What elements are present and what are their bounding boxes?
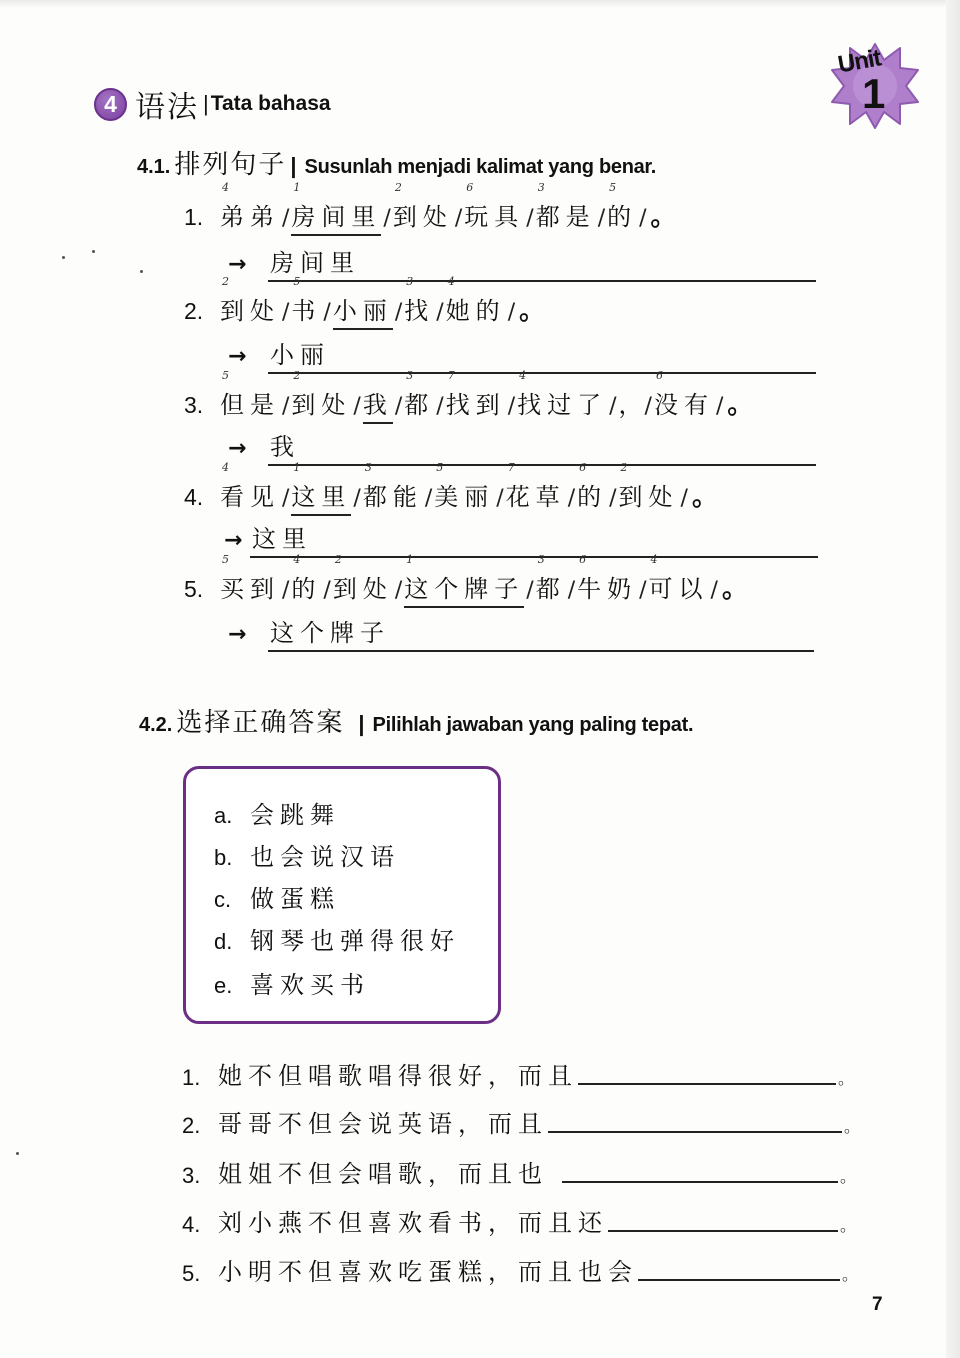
handwritten-order-mark: 4: [447, 275, 455, 288]
handwritten-order-mark: 3: [537, 181, 545, 194]
word-segment-underlined: 1 这个牌子: [404, 569, 524, 608]
arrow-right-icon: →: [228, 436, 247, 461]
sentence-end: 。: [519, 296, 546, 326]
scan-speck: [92, 250, 95, 253]
word-segment: 2 到处: [220, 275, 280, 325]
word-segment: 3 都能: [362, 461, 423, 511]
sentence-end: 。: [838, 1069, 855, 1088]
handwritten-order-mark: 6: [466, 181, 474, 194]
slash-separator: /: [282, 206, 290, 231]
word-segment: 3 都: [404, 369, 435, 419]
answer-blank-1[interactable]: [578, 1057, 836, 1085]
sentence-end: 。: [844, 1117, 861, 1136]
exercise-1-heading: [137, 144, 656, 181]
choice-letter: a.: [214, 803, 233, 828]
handwritten-order-mark: 1: [293, 461, 301, 474]
choice-text: 喜欢买书: [250, 971, 370, 999]
handwritten-order-mark: 2: [620, 461, 628, 474]
choice-text: 做蛋糕: [250, 885, 340, 913]
word-segment: 6 的: [577, 461, 608, 511]
slash-separator: /: [597, 206, 606, 231]
arrow-right-icon: →: [228, 622, 247, 647]
exercise-2-number: 4.2.: [139, 714, 173, 736]
arrange-question-4: [184, 461, 718, 516]
answer-field-2[interactable]: 小丽: [268, 338, 816, 374]
slash-separator: /: [282, 394, 290, 419]
word-segment: 5 买到: [220, 553, 280, 603]
handwritten-order-mark: 4: [650, 553, 658, 566]
word-segment: 6 牛奶: [577, 553, 638, 603]
word-segment: 3 找: [404, 275, 435, 325]
slash-separator: /: [639, 578, 647, 603]
question-number: 5.: [182, 1261, 201, 1286]
choice-letter: d.: [214, 929, 233, 954]
slash-separator: /: [454, 206, 463, 231]
word-segment: 2 到处: [291, 369, 352, 419]
word-segment: 4 她的: [445, 275, 506, 325]
slash-separator: /: [436, 394, 444, 419]
answer-field-4[interactable]: 这里: [250, 522, 818, 558]
handwritten-order-mark: 1: [293, 181, 301, 194]
word-segment: 2 到处: [332, 553, 393, 603]
handwritten-order-mark: 6: [579, 553, 587, 566]
choice-letter: e.: [214, 973, 233, 998]
slash-separator: /: [507, 394, 516, 419]
word-segment-underlined: 我: [363, 385, 393, 424]
page-right-edge: [946, 0, 960, 1358]
handwritten-order-mark: 2: [222, 275, 229, 288]
handwritten-order-mark: 7: [447, 369, 455, 382]
choice-letter: b.: [214, 845, 233, 870]
answer-row-5: [228, 616, 814, 652]
answer-row-1: [228, 246, 816, 282]
slash-separator: /: [526, 578, 534, 603]
slash-separator: /: [715, 394, 724, 419]
word-segment: 5 书: [291, 275, 322, 325]
word-segment-underlined: 小丽: [333, 291, 393, 330]
choice-c: [214, 879, 340, 914]
question-number: 5.: [184, 576, 204, 602]
slash-separator: /: [644, 394, 652, 419]
slash-separator: /: [353, 486, 361, 511]
slash-separator: /: [282, 300, 290, 325]
page-top-edge: [0, 0, 960, 8]
question-number: 3.: [182, 1163, 201, 1188]
word-segment: 4 弟弟: [220, 181, 280, 231]
section-title-zh: 语法: [135, 90, 199, 125]
section-separator: |: [203, 91, 209, 116]
scan-speck: [140, 270, 143, 273]
handwritten-order-mark: 7: [507, 461, 515, 474]
handwritten-order-mark: 3: [406, 369, 414, 382]
choice-letter: c.: [214, 887, 232, 912]
handwritten-order-mark: 3: [406, 275, 414, 288]
slash-separator: /: [282, 578, 290, 603]
word-segment: 7 花草: [505, 461, 566, 511]
exercise-1-instruction: Susunlah menjadi kalimat yang benar.: [304, 156, 657, 178]
answer-blank-3[interactable]: [562, 1155, 838, 1183]
choice-text: 也会说汉语: [250, 843, 400, 871]
answer-row-3: [228, 430, 816, 466]
answer-blank-4[interactable]: [608, 1204, 838, 1232]
choice-text: 钢琴也弹得很好: [250, 927, 460, 955]
slash-separator: /: [323, 300, 331, 325]
word-segment: 6 玩具: [464, 181, 525, 231]
question-text: 哥哥不但会说英语，而且: [218, 1110, 548, 1138]
handwritten-order-mark: 6: [655, 369, 663, 382]
arrow-right-icon: →: [228, 252, 247, 277]
answer-field-3[interactable]: 我: [268, 430, 816, 466]
choice-d: [214, 921, 460, 956]
word-segment: 4 找过了: [517, 369, 608, 419]
answer-field-5[interactable]: 这个牌子: [268, 616, 814, 652]
sentence-end: 。: [691, 482, 718, 512]
handwritten-order-mark: 1: [406, 553, 414, 566]
arrange-question-2: [184, 275, 546, 330]
arrange-question-1: [184, 181, 677, 236]
sentence-end: 。: [721, 574, 748, 604]
sentence-end: 。: [650, 202, 677, 232]
arrow-right-icon: →: [224, 528, 243, 553]
word-segment: 2 到处: [618, 461, 679, 511]
choices-box: [183, 766, 501, 1024]
question-text: 她不但唱歌唱得很好，而且: [218, 1062, 578, 1090]
fill-question-1: [182, 1056, 854, 1091]
choice-b: [214, 837, 400, 872]
scan-speck: [16, 1152, 19, 1155]
word-segment: 2 到处: [392, 181, 453, 231]
word-segment: 3 都是: [535, 181, 596, 231]
word-segment: 3 都: [535, 553, 566, 603]
handwritten-order-mark: 6: [579, 461, 587, 474]
handwritten-order-mark: 2: [293, 369, 301, 382]
section-title-ms: Tata bahasa: [210, 92, 331, 115]
arrange-question-5: [184, 553, 748, 608]
question-number: 1.: [182, 1065, 201, 1090]
handwritten-order-mark: 4: [293, 553, 301, 566]
choice-a: [214, 795, 340, 830]
sentence-end: 。: [840, 1216, 857, 1235]
handwritten-order-mark: 2: [334, 553, 342, 566]
slash-separator: /: [424, 486, 433, 511]
sentence-end: 。: [840, 1167, 857, 1186]
slash-separator: /: [394, 300, 403, 325]
word-segment: 6 没有: [653, 369, 714, 419]
exercise-1-separator: |: [290, 153, 297, 178]
arrow-right-icon: →: [228, 344, 247, 369]
word-segment-underlined: 1 这里: [291, 477, 351, 516]
handwritten-order-mark: 2: [394, 181, 402, 194]
question-number: 2.: [182, 1113, 201, 1138]
page-number: 7: [872, 1294, 883, 1315]
slash-separator: /: [282, 486, 290, 511]
handwritten-order-mark: 4: [222, 461, 229, 474]
answer-row-4: [224, 522, 818, 558]
word-segment: 5 的: [607, 181, 638, 231]
arrange-question-3: [184, 369, 754, 424]
slash-separator: /: [609, 486, 617, 511]
question-number: 4.: [182, 1212, 201, 1237]
answer-blank-2[interactable]: [548, 1105, 842, 1133]
fill-question-4: [182, 1203, 856, 1238]
handwritten-order-mark: 5: [436, 461, 444, 474]
fill-question-5: [182, 1252, 858, 1287]
fill-question-2: [182, 1104, 860, 1139]
choice-e: [214, 965, 370, 1000]
handwritten-order-mark: 4: [519, 369, 527, 382]
slash-separator: /: [526, 206, 534, 231]
question-number: 4.: [184, 484, 204, 510]
slash-separator: /: [436, 300, 444, 325]
section-heading: [94, 82, 331, 126]
sentence-end: 。: [727, 390, 754, 420]
sentence-end: 。: [842, 1265, 859, 1284]
word-segment-comma: ，: [618, 391, 643, 419]
word-segment: 4 的: [291, 553, 322, 603]
handwritten-order-mark: 5: [609, 181, 617, 194]
handwritten-order-mark: 5: [293, 275, 301, 288]
unit-number: 1: [862, 70, 886, 117]
exercise-2-title-zh: 选择正确答案: [176, 708, 345, 738]
slash-separator: /: [394, 578, 403, 603]
slash-separator: /: [507, 300, 516, 325]
question-number: 3.: [184, 392, 204, 418]
word-segment-underlined: 1 房间里: [291, 197, 381, 236]
section-number-badge: 4: [94, 88, 127, 121]
word-segment: 4 看见: [220, 461, 280, 511]
word-segment: 7 找到: [445, 369, 506, 419]
handwritten-order-mark: 5: [222, 369, 229, 382]
slash-separator: /: [496, 486, 504, 511]
word-segment: 5 但是: [220, 369, 280, 419]
slash-separator: /: [639, 206, 647, 231]
word-segment: 5 美丽: [434, 461, 495, 511]
handwritten-order-mark: 3: [537, 553, 545, 566]
slash-separator: /: [710, 578, 718, 603]
slash-separator: /: [567, 486, 576, 511]
slash-separator: /: [680, 486, 688, 511]
slash-separator: /: [323, 578, 331, 603]
exercise-2-instruction: Pilihlah jawaban yang paling tepat.: [372, 714, 694, 736]
answer-field-1[interactable]: 房间里: [268, 246, 816, 282]
answer-blank-5[interactable]: [638, 1253, 840, 1281]
slash-separator: /: [383, 206, 391, 231]
slash-separator: /: [567, 578, 576, 603]
exercise-1-title-zh: 排列句子: [174, 150, 287, 180]
question-text: 小明不但喜欢吃蛋糕，而且也会: [218, 1258, 638, 1286]
unit-label: Unit: [835, 44, 883, 79]
exercise-2-heading: [139, 702, 693, 739]
choice-text: 会跳舞: [250, 801, 340, 829]
question-text: 姐姐不但会唱歌，而且也: [218, 1160, 548, 1188]
slash-separator: /: [353, 394, 361, 419]
exercise-1-number: 4.1.: [137, 156, 171, 178]
question-number: 1.: [184, 204, 204, 230]
scan-speck: [62, 256, 65, 259]
handwritten-order-mark: 5: [222, 553, 229, 566]
slash-separator: /: [609, 394, 617, 419]
exercise-2-separator: |: [358, 711, 365, 736]
word-segment: 4 可以: [648, 553, 709, 603]
question-text: 刘小燕不但喜欢看书，而且还: [218, 1209, 608, 1237]
unit-badge: [828, 40, 922, 132]
question-number: 2.: [184, 298, 204, 324]
handwritten-order-mark: 3: [364, 461, 372, 474]
handwritten-order-mark: 4: [222, 181, 229, 194]
slash-separator: /: [394, 394, 403, 419]
fill-question-3: [182, 1154, 856, 1189]
